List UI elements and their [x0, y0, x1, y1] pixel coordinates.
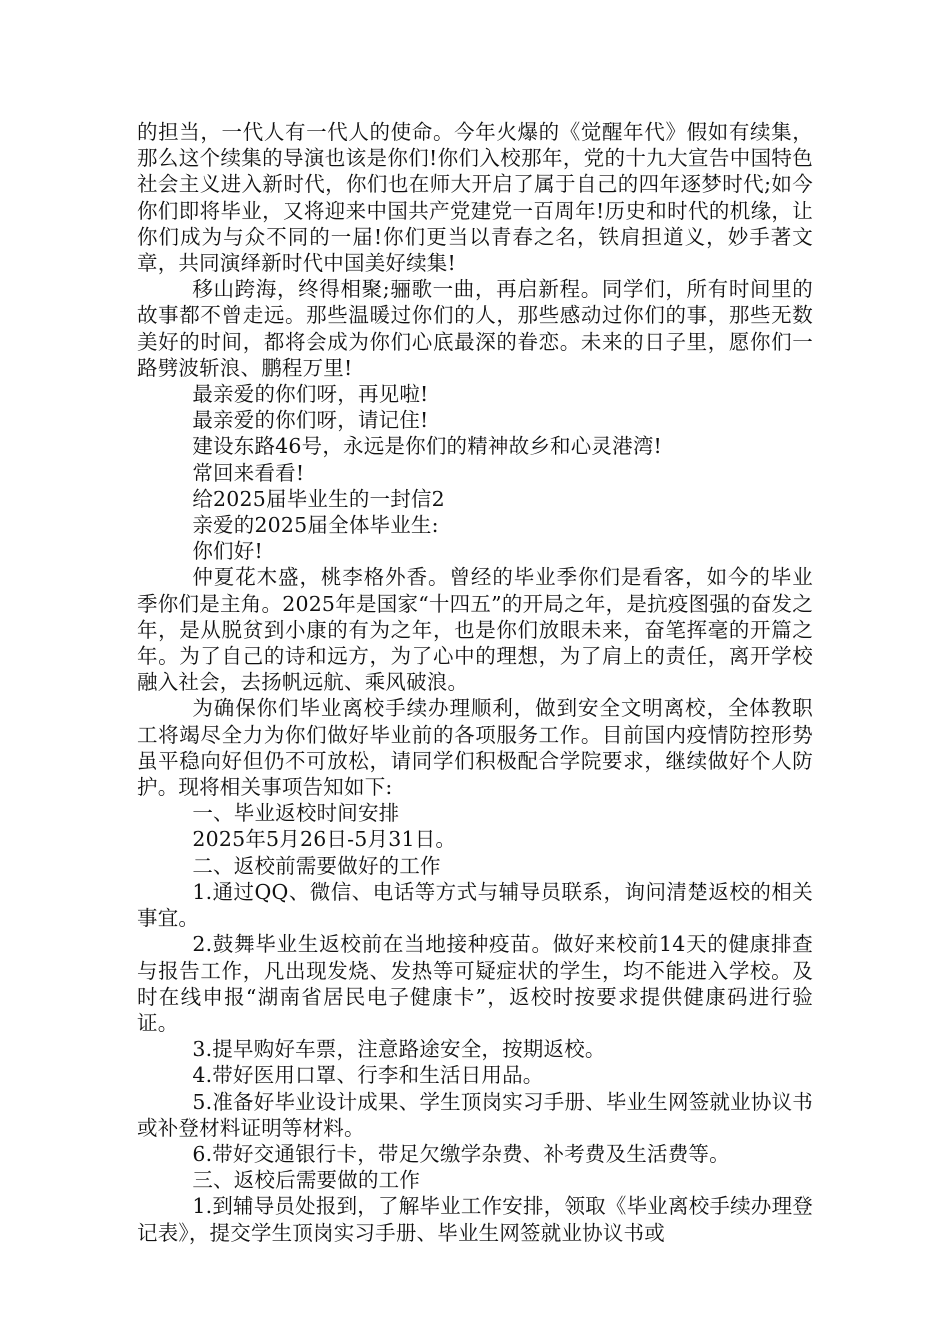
- paragraph-2: 最亲爱的你们呀，再见啦!: [192, 382, 429, 407]
- list-item-3: 3.提早购好车票，注意路途安全，按期返校。: [192, 1037, 606, 1062]
- paragraph-4: 建设东路46号，永远是你们的精神故乡和心灵港湾!: [192, 434, 662, 459]
- section-heading-1: 一、毕业返校时间安排: [192, 801, 400, 826]
- section-heading-2: 二、返校前需要做好的工作: [192, 853, 441, 878]
- paragraph-9: 仲夏花木盛，桃李格外香。曾经的毕业季你们是看客，如今的毕业季你们是主角。2025年是国家“十四五”的开局之年，是抗疫图强的奋发之年，是从脱贫到小康的有为之年，也是你们放眼未来，奋笔挥毫的开篇之年。为了自己的诗和远方，为了心中的理想，为了肩上的责任，离开学校融入社会，去扬帆远航、乘风破浪。: [137, 565, 813, 695]
- paragraph-10: 为确保你们毕业离校手续办理顺利，做到安全文明离校，全体教职工将竭尽全力为你们做好毕业前的各项服务工作。目前国内疫情防控形势虽平稳向好但仍不可放松，请同学们积极配合学院要求，继续做好个人防护。现将相关事项告知如下:: [137, 696, 813, 800]
- list-item-1: 1.通过QQ、微信、电话等方式与辅导员联系，询问清楚返校的相关事宜。: [137, 879, 813, 931]
- section-heading-3: 三、返校后需要做的工作: [192, 1168, 421, 1193]
- paragraph-3: 最亲爱的你们呀，请记住!: [192, 408, 429, 433]
- paragraph-5: 常回来看看!: [192, 460, 305, 485]
- list-item-2: 2.鼓舞毕业生返校前在当地接种疫苗。做好来校前14天的健康排查与报告工作，凡出现发烧、发热等可疑症状的学生，均不能进入学校。及时在线申报“湖南省居民电子健康卡”，返校时按要求提供健康码进行验证。: [137, 932, 813, 1035]
- letter-body: [137, 119, 813, 1246]
- paragraph-1: 移山跨海，终得相聚;骊歌一曲，再启新程。同学们，所有时间里的故事都不曾走远。那些温暖过你们的人，那些感动过你们的事，那些无数美好的时间，都将会成为你们心底最深的眷恋。未来的日子里，愿你们一路劈波斩浪、鹏程万里!: [137, 277, 813, 380]
- list-item-5: 5.准备好毕业设计成果、学生顶岗实习手册、毕业生网签就业协议书或补登材料证明等材料。: [137, 1089, 813, 1140]
- list-item-6: 6.带好交通银行卡，带足欠缴学杂费、补考费及生活费等。: [192, 1141, 730, 1166]
- paragraph-12: 2025年5月26日-5月31日。: [192, 827, 457, 852]
- salutation: 亲爱的2025届全体毕业生:: [192, 513, 439, 538]
- paragraph-0: 的担当，一代人有一代人的使命。今年火爆的《觉醒年代》假如有续集，那么这个续集的导演也该是你们!你们入校那年，党的十九大宣告中国特色社会主义进入新时代，你们也在师大开启了属于自己的四年逐梦时代;如今你们即将毕业，又将迎来中国共产党建党一百周年!历史和时代的机缘，让你们成为与众不同的一届!你们更当以青春之名，铁肩担道义，妙手著文章，共同演绎新时代中国美好续集!: [137, 120, 813, 276]
- letter-2-title: 给2025届毕业生的一封信2: [192, 486, 445, 511]
- greeting: 你们好!: [192, 539, 263, 564]
- list-item-7: 1.到辅导员处报到，了解毕业工作安排，领取《毕业离校手续办理登记表》，提交学生顶岗实习手册、毕业生网签就业协议书或: [137, 1194, 813, 1245]
- list-item-4: 4.带好医用口罩、行李和生活日用品。: [192, 1063, 544, 1088]
